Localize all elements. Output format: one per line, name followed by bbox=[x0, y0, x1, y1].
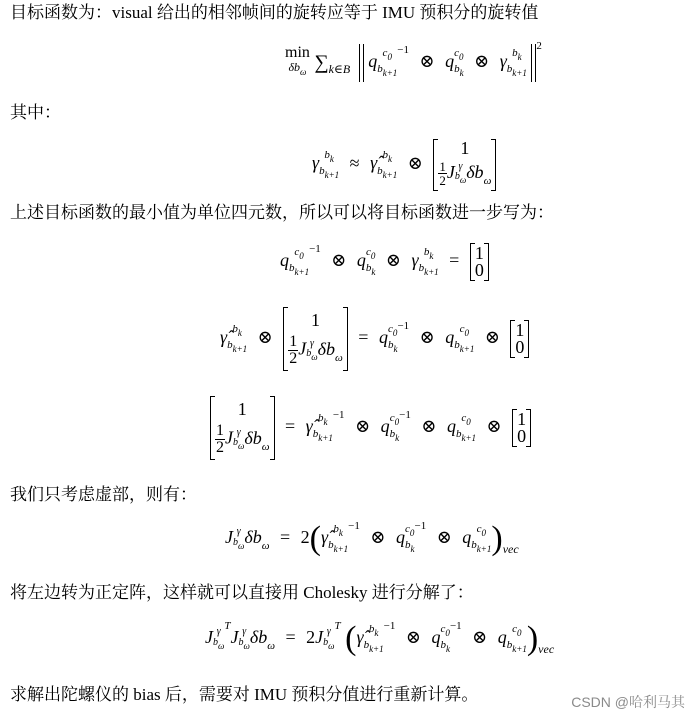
text-line-rewrite: 上述目标函数的最小值为单位四元数，所以可以将目标函数进一步写为： bbox=[10, 203, 554, 222]
text-line-where: 其中： bbox=[10, 103, 61, 122]
equation-cholesky: J γ bω $^T$J γ bω $\delta b_\omega = 2J$ γ bω $^T$ (γ̂ $b_k$ $b_{k+1}$ $^{-1}$ ⊗ q $c_0$ $b_k$ $^{-1}$ ⊗ q $c_0$ $b_{k+1}$ )$_{vec}$ bbox=[205, 619, 555, 657]
text-line-recompute: 求解出陀螺仪的 bias 后，需要对 IMU 预积分值进行重新计算。 bbox=[10, 685, 479, 704]
watermark: CSDN @哈利马其 bbox=[571, 694, 685, 710]
equation-objective: min $\delta b_\omega$ $\sum_{k\in B}$ q $c_0$ $b_{k+1}$ $^{-1}$ ⊗ q $c_0$ $b_k$ ⊗ γ $b_k$ $b_{k+1}$ $^2$ bbox=[285, 40, 542, 82]
text-line-objective: 目标函数为：visual 给出的相邻帧间的旋转应等于 IMU 预积分的旋转值 bbox=[10, 3, 539, 22]
equation-unit-quaternion: q $c_0$ $b_{k+1}$ $^{-1}$ ⊗ q $c_0$ $b_k$ ⊗ γ $b_k$ $b_{k+1}$ = 1 0 bbox=[280, 243, 489, 281]
equation-bracket-form: 1 $\frac{1}{2}$ J γ bω $\delta b_\omega$ = γ̂ $b_k$ $b_{k+1}$ $^{-1}$ ⊗ q $c_0$ $b_k$ $^{-1}$ ⊗ q $c_0$ $b_{k+1}$ ⊗ 1 0 bbox=[210, 395, 531, 461]
text-line-cholesky: 将左边转为正定阵，这样就可以直接用 Cholesky 进行分解了： bbox=[10, 583, 474, 602]
equation-imag-part: J γ bω $\delta b_\omega$ = 2(γ̂ $b_k$ $b_{k+1}$ $^{-1}$ ⊗ q $c_0$ $b_k$ $^{-1}$ ⊗ q $c_0$ $b_{k+1}$ )$_{vec}$ bbox=[225, 519, 519, 557]
equation-gamma-hat: γ̂ $b_k$ $b_{k+1}$ ⊗ 1 $\frac{1}{2}$ J γ bω $\delta b_\omega$ = q $c_0$ $b_k$ $^{-1}$ ⊗ q $c_0$ $b_{k+1}$ ⊗ 1 0 bbox=[220, 306, 529, 372]
text-line-imag: 我们只考虑虚部，则有： bbox=[10, 485, 197, 504]
equation-gamma-approx: γ $b_k$ $b_{k+1}$ ≈ γ̂ $b_k$ $b_{k+1}$ ⊗ 1 $\frac{1}{2}$ J γ bω $\delta b_\omega$ bbox=[312, 136, 496, 193]
